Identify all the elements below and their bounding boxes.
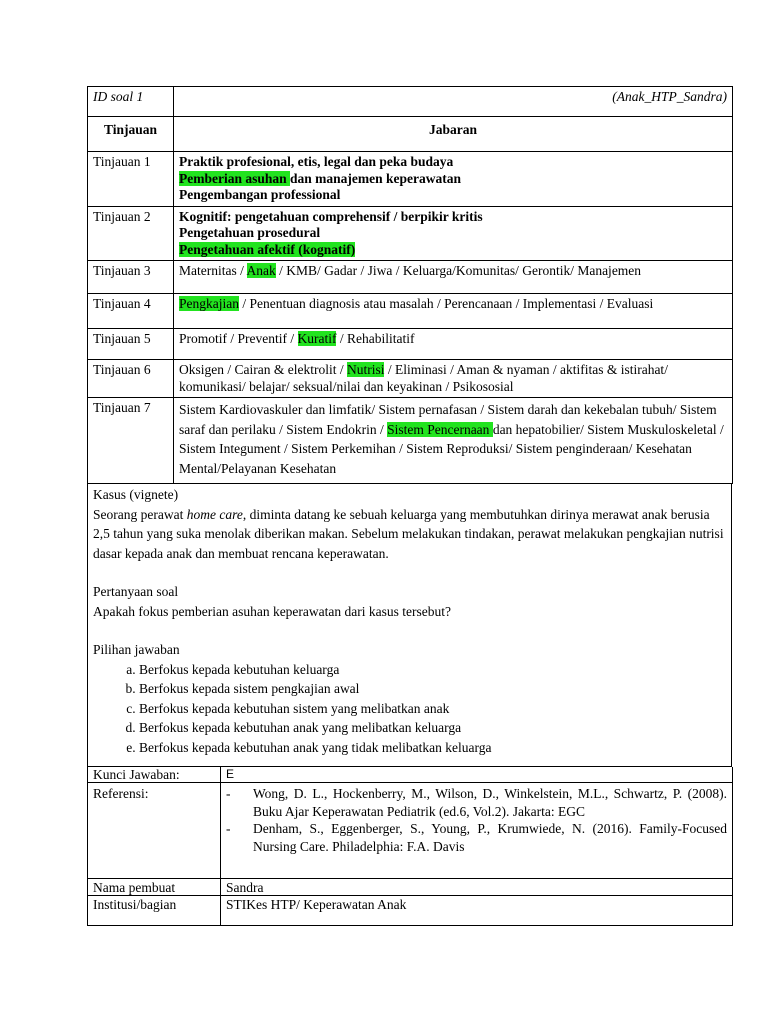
tinjauan-content <box>174 206 733 261</box>
tinjauan-label: Tinjauan 1 <box>88 152 174 207</box>
answer-option: c. Berfokus kepada kebutuhan sistem yang melibatkan anak <box>139 699 726 719</box>
question-code: (Anak_HTP_Sandra) <box>174 87 733 117</box>
tinjauan-row <box>88 294 733 329</box>
tinjauan-table <box>87 86 733 484</box>
tinjauan-row <box>88 360 733 398</box>
tinjauan-content <box>174 398 733 484</box>
text-span: dan hepatobilier/ Sistem Muskuloskeletal / Sistem Integument / Sistem Perkemihan / Sistem Reproduksi/ Sistem penginderaan/ Kesehatan Mental/Pelayanan Kesehatan <box>179 421 724 476</box>
text-span: Oksigen / Cairan & elektrolit / <box>179 362 347 377</box>
text-span: Sistem Kardiovaskuler dan limfatik/ Sistem pernafasan / Sistem darah dan kekebalan tubuh/ Sistem saraf dan perilaku / Sistem Endokrin / <box>179 402 717 437</box>
answer-option: e. Berfokus kepada kebutuhan anak yang tidak melibatkan keluarga <box>139 738 726 758</box>
author-row <box>88 879 733 896</box>
answer-key-row <box>88 767 733 783</box>
case-text-italic: home care <box>186 506 243 522</box>
question-sheet <box>87 86 732 926</box>
tinjauan-row <box>88 329 733 360</box>
highlighted-text: Kuratif <box>297 331 337 346</box>
id-row <box>88 87 733 117</box>
answer-option: a. Berfokus kepada kebutuhan keluarga <box>139 660 726 680</box>
text-span: Praktik profesional, etis, legal dan peka budaya <box>179 154 454 169</box>
highlighted-text: Pengkajian <box>179 296 239 311</box>
text-span: Maternitas / <box>179 263 247 278</box>
content-line <box>179 154 727 171</box>
text-span: Promotif / Preventif / <box>179 331 298 346</box>
case-row <box>88 484 732 766</box>
tinjauan-content <box>174 360 733 398</box>
content-line <box>179 242 727 259</box>
highlighted-text: Sistem Pencernaan <box>387 421 493 437</box>
highlighted-text: Pengetahuan afektif (kognatif) <box>179 241 356 257</box>
text-span: / Eliminasi / Aman & nyaman / aktifitas & istirahat/ komunikasi/ belajar/ seksual/nilai dan keyakinan / Psikososial <box>179 362 668 394</box>
content-line <box>179 171 727 188</box>
column-header-row <box>88 117 733 152</box>
author-value: Sandra <box>221 879 733 896</box>
text-span: / Penentuan diagnosis atau masalah / Perencanaan / Implementasi / Evaluasi <box>239 296 654 311</box>
reference-item: - Wong, D. L., Hockenberry, M., Wilson, D., Winkelstein, M.L., Schwartz, P. (2008). Buku Ajar Keperawatan Pediatrik (ed.6, Vol.2). Jakarta: EGC <box>226 785 727 820</box>
case-text <box>93 505 726 564</box>
highlighted-text: Anak <box>246 263 276 278</box>
tinjauan-label: Tinjauan 4 <box>88 294 174 329</box>
tinjauan-label: Tinjauan 5 <box>88 329 174 360</box>
tinjauan-label: Tinjauan 6 <box>88 360 174 398</box>
answer-option: d. Berfokus kepada kebutuhan anak yang melibatkan keluarga <box>139 718 726 738</box>
content-line <box>179 209 727 226</box>
content-line <box>179 225 727 242</box>
references-label: Referensi: <box>88 783 221 879</box>
footer-table <box>87 767 733 927</box>
question-text: Apakah fokus pemberian asuhan keperawatan dari kasus tersebut? <box>93 603 451 619</box>
institution-value: STIKes HTP/ Keperawatan Anak <box>221 896 733 926</box>
institution-row <box>88 896 733 926</box>
id-label: ID soal 1 <box>88 87 174 117</box>
tinjauan-label: Tinjauan 3 <box>88 261 174 294</box>
column-header-jabaran: Jabaran <box>174 117 733 152</box>
answer-options <box>93 660 726 758</box>
text-span: / Rehabilitatif <box>336 331 415 346</box>
column-header-tinjauan: Tinjauan <box>88 117 174 152</box>
references-cell <box>221 783 733 879</box>
case-title: Kasus (vignete) <box>93 487 179 502</box>
options-title: Pilihan jawaban <box>93 642 180 657</box>
case-table <box>87 484 732 767</box>
text-span: / KMB/ Gadar / Jiwa / Keluarga/Komunitas/ Gerontik/ Manajemen <box>275 263 642 278</box>
tinjauan-row <box>88 398 733 484</box>
tinjauan-content <box>174 294 733 329</box>
text-span: Pengembangan professional <box>179 187 341 202</box>
question-title: Pertanyaan soal <box>93 584 179 599</box>
tinjauan-row <box>88 152 733 207</box>
answer-option: b. Berfokus kepada sistem pengkajian awal <box>139 679 726 699</box>
content-line <box>179 187 727 204</box>
tinjauan-row <box>88 206 733 261</box>
tinjauan-row <box>88 261 733 294</box>
case-text-part: Seorang perawat <box>93 506 187 522</box>
tinjauan-label: Tinjauan 7 <box>88 398 174 484</box>
answer-key-label: Kunci Jawaban: <box>88 767 221 783</box>
tinjauan-label: Tinjauan 2 <box>88 206 174 261</box>
references-list <box>226 785 727 855</box>
author-label: Nama pembuat <box>88 879 221 896</box>
case-cell <box>88 484 732 766</box>
text-span: Kognitif: pengetahuan comprehensif / berpikir kritis <box>179 208 483 224</box>
tinjauan-content <box>174 261 733 294</box>
case-text-part: , diminta datang ke sebuah keluarga yang membutuhkan dirinya merawat anak berusia 2,5 tahun yang suka menolak diberikan makan. Sebelum melakukan tindakan, perawat melakukan pengkajian nutrisi dasar kepada anak dan membuat rencana keperawatan. <box>93 506 724 561</box>
references-row <box>88 783 733 879</box>
institution-label: Institusi/bagian <box>88 896 221 926</box>
tinjauan-content <box>174 152 733 207</box>
highlighted-text: Nutrisi <box>346 362 385 377</box>
tinjauan-content <box>174 329 733 360</box>
answer-key-value: E <box>221 767 733 783</box>
reference-item: - Denham, S., Eggenberger, S., Young, P., Krumwiede, N. (2016). Family-Focused Nursing Care. Philadelphia: F.A. Davis <box>226 820 727 855</box>
highlighted-text: Pemberian asuhan <box>179 170 291 186</box>
text-span: Pengetahuan prosedural <box>179 225 321 240</box>
text-span: dan manajemen keperawatan <box>290 170 462 186</box>
